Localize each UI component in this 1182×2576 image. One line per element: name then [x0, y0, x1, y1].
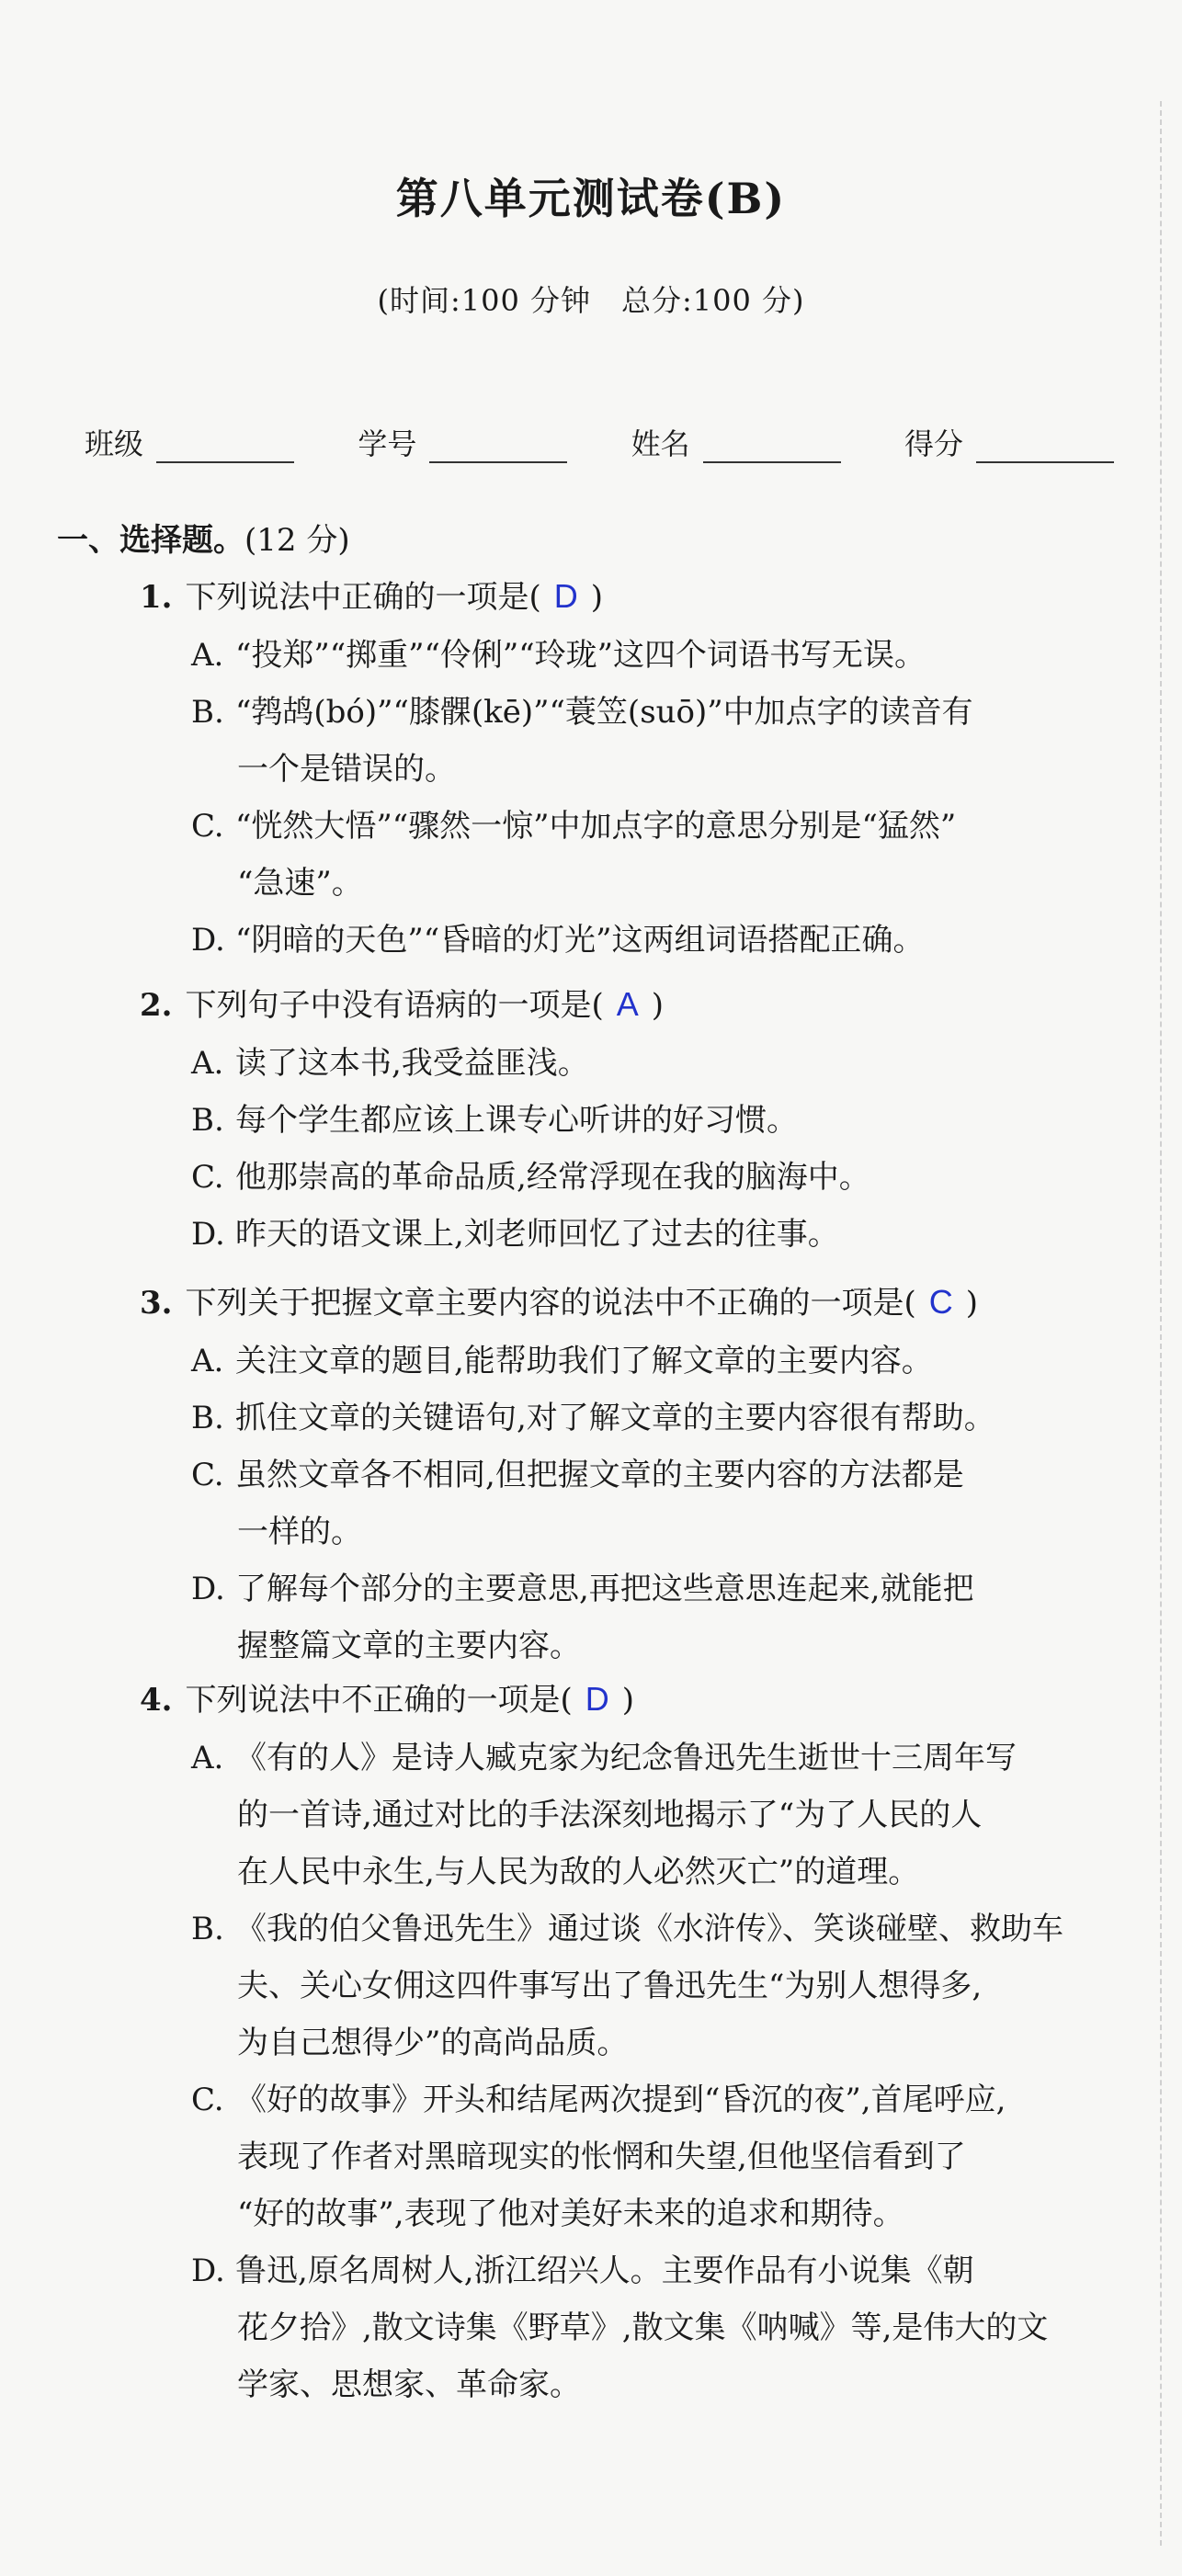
option-text: 关注文章的题目,能帮助我们了解文章的主要内容。: [235, 1343, 933, 1379]
option-text: 为自己想得少”的高尚品质。: [237, 2025, 629, 2061]
option-item: [191, 684, 1129, 798]
option-item: [191, 1730, 1129, 1901]
option-text: “恍然大悟”“骤然一惊”中加点字的意思分别是“猛然”: [235, 808, 957, 845]
option-label: D.: [191, 2253, 225, 2289]
page-title: 第八单元测试卷(B): [395, 174, 787, 223]
option-item: [191, 912, 1129, 969]
option-text: 的一首诗,通过对比的手法深刻地揭示了“为了人民的人: [237, 1797, 983, 1833]
question-number: 3.: [140, 1285, 173, 1322]
score-blank: [976, 434, 1114, 463]
option-item: [191, 2242, 1129, 2413]
option-text: 一样的。: [237, 1514, 362, 1550]
option-line: [191, 1333, 1129, 1390]
question-stem: [140, 572, 1132, 617]
option-label: A.: [191, 637, 224, 674]
number-label: 学号: [358, 426, 417, 461]
option-item: [191, 2071, 1129, 2242]
question-close-paren: ): [590, 579, 604, 616]
class-field: [85, 421, 294, 463]
question-stem: [140, 1674, 1132, 1719]
option-text: 抓住文章的关键语句,对了解文章的主要内容很有帮助。: [235, 1400, 995, 1436]
option-text: “投郑”“掷重”“伶俐”“玲珑”这四个词语书写无误。: [235, 637, 926, 674]
option-item: [191, 1901, 1129, 2071]
option-line: [191, 627, 1129, 684]
option-item: [191, 1333, 1129, 1390]
question-close-paren: ): [965, 1285, 979, 1322]
option-text: 虽然文章各不相同,但把握文章的主要内容的方法都是: [235, 1457, 964, 1493]
option-text: 学家、思想家、革命家。: [237, 2366, 581, 2403]
option-item: [191, 1149, 1129, 1206]
option-label: C.: [191, 1159, 224, 1196]
option-label: A.: [191, 1343, 224, 1379]
question-text: 下列句子中没有语病的一项是(: [185, 987, 604, 1024]
option-line: [191, 1035, 1129, 1092]
option-text: 每个学生都应该上课专心听讲的好习惯。: [235, 1102, 798, 1139]
option-line: [191, 2014, 1129, 2071]
option-item: [191, 1206, 1129, 1263]
question-number: 2.: [140, 987, 173, 1024]
option-item: [191, 1035, 1129, 1092]
question-text: 下列关于把握文章主要内容的说法中不正确的一项是(: [185, 1285, 916, 1322]
option-text: 读了这本书,我受益匪浅。: [235, 1045, 589, 1082]
option-label: C.: [191, 1457, 224, 1493]
answer-mark: D: [553, 577, 578, 615]
answer-mark: D: [585, 1680, 609, 1718]
option-line: [191, 1149, 1129, 1206]
option-label: A.: [191, 1740, 224, 1776]
option-label: A.: [191, 1045, 224, 1082]
option-text: 夫、关心女佣这四件事写出了鲁迅先生“为别人想得多,: [237, 1968, 983, 2004]
option-line: [191, 2356, 1129, 2413]
score-field: [904, 421, 1114, 463]
question-close-paren: ): [621, 1682, 635, 1719]
option-text: 昨天的语文课上,刘老师回忆了过去的往事。: [235, 1216, 839, 1253]
option-item: [191, 1390, 1129, 1447]
option-line: [191, 1390, 1129, 1447]
option-text: 了解每个部分的主要意思,再把这些意思连起来,就能把: [235, 1571, 974, 1607]
option-text: “好的故事”,表现了他对美好未来的追求和期待。: [237, 2196, 904, 2232]
question-number: 1.: [140, 579, 173, 616]
option-line: [191, 1958, 1129, 2014]
question-text: 下列说法中正确的一项是(: [185, 579, 541, 616]
option-line: [191, 1447, 1129, 1504]
question-close-paren: ): [651, 987, 665, 1024]
option-line: [191, 2128, 1129, 2185]
class-label: 班级: [85, 426, 144, 461]
score-label: 得分: [904, 426, 963, 461]
option-line: [191, 1787, 1129, 1844]
answer-mark: C: [928, 1283, 953, 1321]
number-blank: [429, 434, 567, 463]
option-label: D.: [191, 922, 225, 959]
option-label: B.: [191, 694, 224, 731]
name-blank: [703, 434, 841, 463]
option-text: 鲁迅,原名周树人,浙江绍兴人。主要作品有小说集《朝: [235, 2253, 974, 2289]
name-field: [631, 421, 841, 463]
option-text: 一个是错误的。: [237, 751, 456, 788]
question-stem: [140, 980, 1132, 1025]
question-stem: [140, 1277, 1132, 1322]
option-label: C.: [191, 2082, 224, 2118]
option-line: [191, 2242, 1129, 2299]
option-text: 花夕拾》,散文诗集《野草》,散文集《呐喊》等,是伟大的文: [237, 2309, 1049, 2346]
option-text: “急速”。: [237, 865, 363, 902]
option-text: 《好的故事》开头和结尾两次提到“昏沉的夜”,首尾呼应,: [235, 2082, 1006, 2118]
option-text: 表现了作者对黑暗现实的怅惘和失望,但他坚信看到了: [237, 2139, 966, 2175]
answer-mark: A: [616, 985, 639, 1023]
option-line: [191, 912, 1129, 969]
option-text: 《有的人》是诗人臧克家为纪念鲁迅先生逝世十三周年写: [235, 1740, 1017, 1776]
question-text: 下列说法中不正确的一项是(: [185, 1682, 573, 1719]
option-line: [191, 1730, 1129, 1787]
option-item: [191, 1447, 1129, 1560]
option-label: C.: [191, 808, 224, 845]
question-number: 4.: [140, 1682, 173, 1719]
option-text: “鹁鸪(bó)”“膝髁(kē)”“蓑笠(suō)”中加点字的读音有: [235, 694, 973, 731]
option-line: [191, 2185, 1129, 2242]
option-line: [191, 1901, 1129, 1958]
option-item: [191, 1560, 1129, 1674]
option-item: [191, 1092, 1129, 1149]
option-label: D.: [191, 1571, 225, 1607]
option-text: 他那崇高的革命品质,经常浮现在我的脑海中。: [235, 1159, 870, 1196]
option-line: [191, 684, 1129, 741]
section-heading: [57, 515, 350, 560]
option-label: B.: [191, 1911, 224, 1947]
option-line: [191, 798, 1129, 855]
name-label: 姓名: [631, 426, 690, 461]
option-label: B.: [191, 1400, 224, 1436]
option-text: 握整篇文章的主要内容。: [237, 1628, 581, 1664]
option-label: B.: [191, 1102, 224, 1139]
option-text: 在人民中永生,与人民为敌的人必然灭亡”的道理。: [237, 1854, 920, 1890]
page-subtitle: (时间:100 分钟 总分:100 分): [377, 283, 805, 318]
option-line: [191, 1844, 1129, 1901]
section-points: (12 分): [244, 522, 350, 559]
option-line: [191, 1560, 1129, 1617]
class-blank: [156, 434, 294, 463]
option-line: [191, 1617, 1129, 1674]
student-info-row: [85, 421, 1114, 463]
option-line: [191, 2071, 1129, 2128]
option-item: [191, 798, 1129, 912]
option-line: [191, 1092, 1129, 1149]
option-line: [191, 741, 1129, 798]
option-line: [191, 2299, 1129, 2356]
option-line: [191, 855, 1129, 912]
page-edge-divider: [1160, 101, 1164, 2546]
option-item: [191, 627, 1129, 684]
section-title: 一、选择题。: [57, 522, 244, 559]
option-text: 《我的伯父鲁迅先生》通过谈《水浒传》、笑谈碰壁、救助车: [235, 1911, 1063, 1947]
option-text: “阴暗的天色”“昏暗的灯光”这两组词语搭配正确。: [235, 922, 925, 959]
option-line: [191, 1206, 1129, 1263]
option-label: D.: [191, 1216, 225, 1253]
number-field: [358, 421, 567, 463]
option-line: [191, 1504, 1129, 1560]
